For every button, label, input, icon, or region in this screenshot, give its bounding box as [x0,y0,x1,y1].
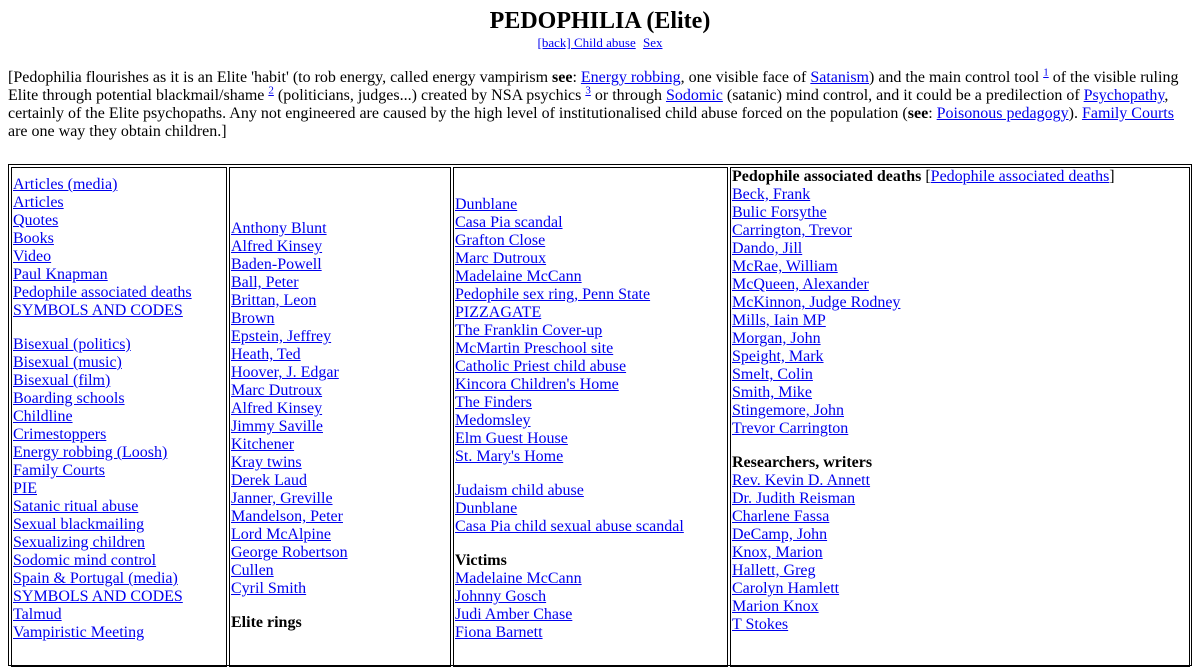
person-link[interactable]: Brown [231,310,275,327]
topic-link[interactable]: Bisexual (film) [13,372,111,389]
deaths-list [732,186,1189,438]
researcher-link[interactable]: Rev. Kevin D. Annett [732,472,871,489]
deaths-heading-row [732,168,1189,186]
case-link[interactable]: Dunblane [455,500,518,517]
person-link[interactable]: Mandelson, Peter [231,508,343,525]
deaths-heading-link[interactable]: Pedophile associated deaths [930,168,1110,185]
case-link[interactable]: St. Mary's Home [455,448,564,465]
person-link[interactable]: George Robertson [231,544,348,561]
back-link[interactable]: [back] Child abuse [537,35,636,50]
people-list [231,220,450,598]
death-link[interactable]: Mills, Iain MP [732,312,826,329]
energy-robbing-link[interactable]: Energy robbing [580,69,681,86]
case-link[interactable]: The Finders [455,394,532,411]
case-link[interactable]: Pedophile sex ring, Penn State [455,286,651,303]
sub-navigation [0,35,1200,51]
intro-text: (politicians, judges...) created by NSA psychics [273,87,586,104]
death-link[interactable]: Morgan, John [732,330,821,347]
topic-link[interactable]: Bisexual (politics) [13,336,131,353]
case-link[interactable]: Casa Pia child sexual abuse scandal [455,518,684,535]
see-label: see [552,69,573,86]
intro-text: : [572,69,581,86]
researcher-link[interactable]: Knox, Marion [732,544,823,561]
elite-rings-heading: Elite rings [231,614,302,631]
topics-group-related [13,336,226,642]
topic-link[interactable]: Sodomic mind control [13,552,157,569]
spacer [732,438,1189,454]
topic-link[interactable]: Articles [13,194,64,211]
topic-link[interactable]: Satanic ritual abuse [13,498,139,515]
case-link[interactable]: Catholic Priest child abuse [455,358,627,375]
topic-link[interactable]: Vampiristic Meeting [13,624,145,641]
footnote-2-link[interactable]: 2 [268,84,274,97]
death-link[interactable]: Stingemore, John [732,402,844,419]
sex-link[interactable]: Sex [642,35,663,50]
topic-link[interactable]: Articles (media) [13,176,118,193]
person-link[interactable]: Jimmy Saville [231,418,323,435]
spacer [231,598,450,614]
case-link[interactable]: McMartin Preschool site [455,340,614,357]
deaths-heading: Pedophile associated deaths [732,168,922,185]
topics-group-main [13,176,226,320]
topic-link[interactable]: SYMBOLS AND CODES [13,302,183,319]
footnote-3-link[interactable]: 3 [585,84,591,97]
bracket: [ [921,168,931,185]
spacer [13,320,226,336]
topic-link[interactable]: Spain & Portugal (media) [13,570,178,587]
satanism-link[interactable]: Satanism [810,69,869,86]
family-courts-link[interactable]: Family Courts [1081,105,1174,122]
person-link[interactable]: Hoover, J. Edgar [231,364,339,381]
case-link[interactable]: The Franklin Cover-up [455,322,603,339]
intro-text: , one visible face of [680,69,811,86]
person-link[interactable]: Lord McAlpine [231,526,331,543]
death-link[interactable]: Smelt, Colin [732,366,813,383]
person-link[interactable]: Baden-Powell [231,256,322,273]
person-link[interactable]: Derek Laud [231,472,307,489]
intro-text: of the visible ruling Elite through potential blackmail/shame [8,69,1179,104]
cases-list-extra [455,482,727,536]
death-link[interactable]: McRae, William [732,258,838,275]
death-link[interactable]: Speight, Mark [732,348,824,365]
death-link[interactable]: Trevor Carrington [732,420,849,437]
victim-link[interactable]: Judi Amber Chase [455,606,573,623]
people-column [229,167,451,667]
person-link[interactable]: Kray twins [231,454,302,471]
footnote-1-link[interactable]: 1 [1043,66,1049,79]
deaths-researchers-column [730,167,1190,667]
victims-list [455,570,727,642]
person-link[interactable]: Alfred Kinsey [231,238,323,255]
researchers-list [732,472,1189,634]
researcher-link[interactable]: Marion Knox [732,598,819,615]
case-link[interactable]: Elm Guest House [455,430,568,447]
researcher-link[interactable]: Carolyn Hamlett [732,580,840,597]
person-link[interactable]: Kitchener [231,436,295,453]
researcher-link[interactable]: Hallett, Greg [732,562,816,579]
person-link[interactable]: Heath, Ted [231,346,301,363]
intro-text: (satanic) mind control, and it could be a predilection of [722,87,1084,104]
person-link[interactable]: Anthony Blunt [231,220,327,237]
death-link[interactable]: Carrington, Trevor [732,222,852,239]
victim-link[interactable]: Madelaine McCann [455,570,582,587]
death-link[interactable]: Smith, Mike [732,384,813,401]
see-label: see [907,105,929,122]
victims-heading: Victims [455,552,507,569]
person-link[interactable]: Marc Dutroux [231,382,323,399]
topic-link[interactable]: SYMBOLS AND CODES [13,588,183,605]
topic-link[interactable]: Boarding schools [13,390,125,407]
person-link[interactable]: Alfred Kinsey [231,400,323,417]
person-link[interactable]: Epstein, Jeffrey [231,328,332,345]
death-link[interactable]: McQueen, Alexander [732,276,869,293]
cases-list [455,196,727,466]
intro-text: : [928,105,937,122]
topic-link[interactable]: Sexual blackmailing [13,516,145,533]
topic-link[interactable]: Video [13,248,52,265]
topic-link[interactable]: Family Courts [13,462,106,479]
intro-text: ). [1068,105,1082,122]
topic-link[interactable]: Childline [13,408,73,425]
death-link[interactable]: Bulic Forsythe [732,204,827,221]
bracket: ] [1109,168,1115,185]
researcher-link[interactable]: T Stokes [732,616,789,633]
psychopathy-link[interactable]: Psychopathy [1083,87,1165,104]
intro-text: [Pedophilia flourishes as it is an Elite 'habit' (to rob energy, called energy vampirism [8,69,553,86]
case-link[interactable]: Grafton Close [455,232,546,249]
case-link[interactable]: Medomsley [455,412,531,429]
person-link[interactable]: Cullen [231,562,274,579]
topic-link[interactable]: Talmud [13,606,62,623]
victim-link[interactable]: Fiona Barnett [455,624,543,641]
person-link[interactable]: Ball, Peter [231,274,299,291]
poisonous-pedagogy-link[interactable]: Poisonous pedagogy [936,105,1069,122]
researchers-heading: Researchers, writers [732,454,873,471]
case-link[interactable]: PIZZAGATE [455,304,542,321]
topic-link[interactable]: Energy robbing (Loosh) [13,444,168,461]
case-link[interactable]: Casa Pia scandal [455,214,563,231]
spacer [455,466,727,482]
person-link[interactable]: Brittan, Leon [231,292,317,309]
researcher-link[interactable]: Charlene Fassa [732,508,830,525]
topic-link[interactable]: Sexualizing children [13,534,145,551]
death-link[interactable]: Beck, Frank [732,186,811,203]
topic-link[interactable]: Crimestoppers [13,426,107,443]
topic-link[interactable]: Quotes [13,212,59,229]
case-link[interactable]: Madelaine McCann [455,268,582,285]
case-link[interactable]: Dunblane [455,196,518,213]
case-link[interactable]: Judaism child abuse [455,482,584,499]
researcher-link[interactable]: Dr. Judith Reisman [732,490,856,507]
topic-link[interactable]: Bisexual (music) [13,354,122,371]
topic-link[interactable]: Books [13,230,54,247]
intro-text: , certainly of the Elite psychopaths. Any not engineered are caused by the high level of institutionalised child abuse forced on the population ( [8,87,1169,122]
page-title: PEDOPHILIA (Elite) [489,8,711,34]
spacer [455,536,727,552]
sodomic-link[interactable]: Sodomic [665,87,723,104]
intro-text: are one way they obtain children.] [8,123,227,140]
topic-link[interactable]: Pedophile associated deaths [13,284,192,301]
death-link[interactable]: Dando, Jill [732,240,803,257]
case-link[interactable]: Marc Dutroux [455,250,547,267]
intro-text: or through [590,87,666,104]
person-link[interactable]: Janner, Greville [231,490,333,507]
death-link[interactable]: McKinnon, Judge Rodney [732,294,901,311]
researcher-link[interactable]: DeCamp, John [732,526,828,543]
person-link[interactable]: Cyril Smith [231,580,307,597]
intro-paragraph [8,66,1192,141]
victim-link[interactable]: Johnny Gosch [455,588,547,605]
case-link[interactable]: Kincora Children's Home [455,376,619,393]
intro-text: ) and the main control tool [869,69,1044,86]
cases-column [453,167,728,667]
topics-column [11,167,227,667]
topic-link[interactable]: PIE [13,480,37,497]
topic-link[interactable]: Paul Knapman [13,266,108,283]
